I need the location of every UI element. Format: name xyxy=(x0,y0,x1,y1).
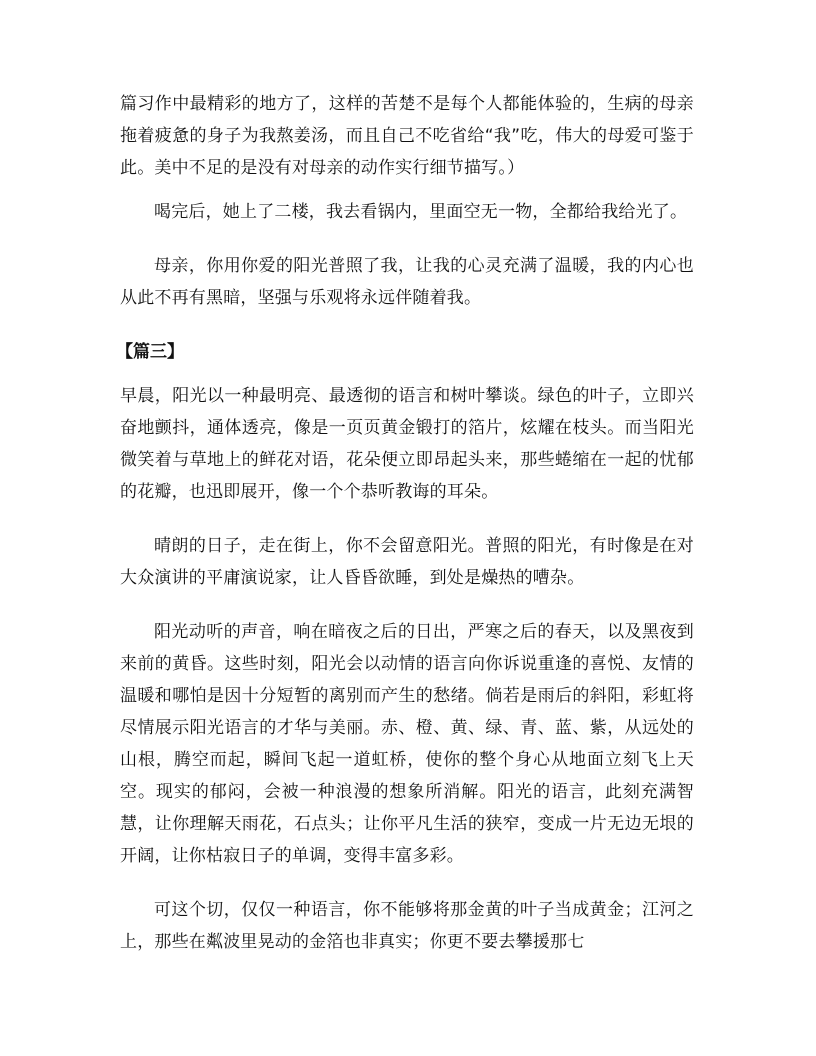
paragraph-morning: 早晨，阳光以一种最明亮、最透彻的语言和树叶攀谈。绿色的叶子，立即兴奋地颤抖，通体透亮，像是一页页黄金锻打的箔片，炫耀在枝头。而当阳光微笑着与草地上的鲜花对语，花朵便立即昂起头来，那些蜷缩在一起的忧郁的花瓣，也迅即展开，像一个个恭听教诲的耳朵。 xyxy=(120,386,694,502)
paragraph-commentary-end: 篇习作中最精彩的地方了，这样的苦楚不是每个人都能体验的，生病的母亲拖着疲惫的身子为我熬姜汤，而且自己不吃省给“我”吃，伟大的母爱可鉴于此。美中不足的是没有对母亲的动作实行细节描写。） xyxy=(120,94,694,178)
paragraph-sunny-day: 晴朗的日子，走在街上，你不会留意阳光。普照的阳光，有时像是在对大众演讲的平庸演说家，让人昏昏欲睡，到处是燥热的嘈杂。 xyxy=(120,536,694,588)
paragraph-only-language: 可这个切，仅仅一种语言，你不能够将那金黄的叶子当成黄金；江河之上，那些在粼波里晃动的金箔也非真实；你更不要去攀援那七 xyxy=(120,900,694,952)
document-body xyxy=(116,88,694,980)
section-heading-part-three: 【篇三】 xyxy=(116,342,184,362)
paragraph-mother-sunshine: 母亲，你用你爱的阳光普照了我，让我的心灵充满了温暖，我的内心也从此不再有黑暗，坚强与乐观将永远伴随着我。 xyxy=(120,256,694,308)
paragraph-after-drinking: 喝完后，她上了二楼，我去看锅内，里面空无一物，全都给我给光了。 xyxy=(154,202,688,222)
paragraph-sunshine-voice: 阳光动听的声音，响在暗夜之后的日出，严寒之后的春天，以及黑夜到来前的黄昏。这些时刻，阳光会以动情的语言向你诉说重逢的喜悦、友情的温暖和哪怕是因十分短暂的离别而产生的愁绪。倘若是雨后的斜阳，彩虹将尽情展示阳光语言的才华与美丽。赤、橙、黄、绿、青、蓝、紫，从远处的山根，腾空而起，瞬间飞起一道虹桥，使你的整个身心从地面立刻飞上天空。现实的郁闷，会被一种浪漫的想象所消解。阳光的语言，此刻充满智慧，让你理解天雨花，石点头；让你平凡生活的狭窄，变成一片无边无垠的开阔，让你枯寂日子的单调，变得丰富多彩。 xyxy=(120,622,694,866)
